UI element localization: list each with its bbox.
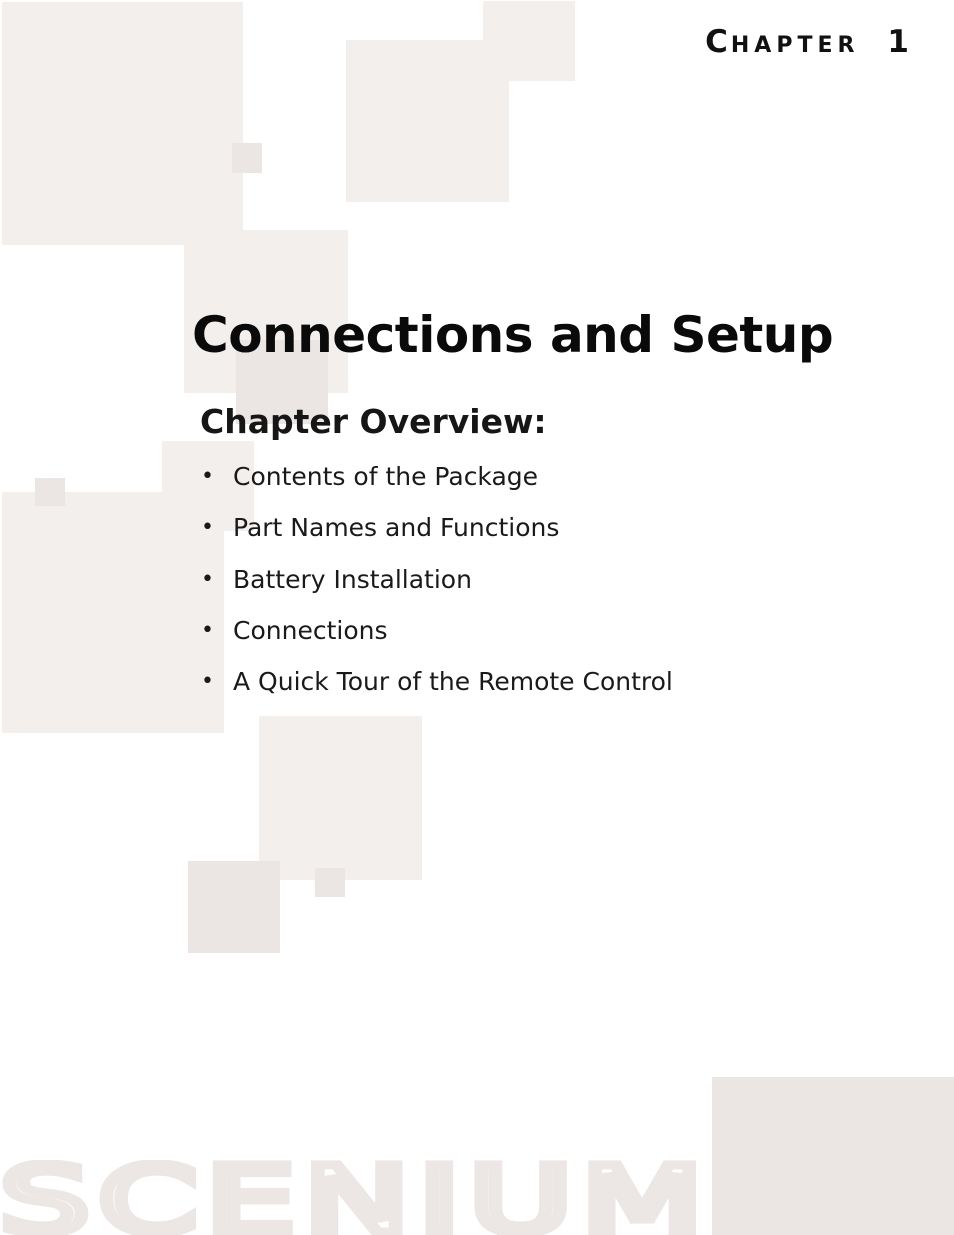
chapter-title: Connections and Setup [192,306,834,364]
brand-logo [0,1160,720,1235]
background-square [2,492,224,733]
overview-list [200,458,673,714]
overview-item-label: Connections [233,615,388,645]
chapter-label [705,24,912,60]
overview-item-label: A Quick Tour of the Remote Control [233,667,673,697]
overview-item-label: Contents of the Package [233,462,539,491]
brand-logo-text: SCENIUM [0,1160,712,1235]
chapter-number: 1 [887,24,912,60]
chapter-label-word: HAPTER [730,33,860,58]
background-square [259,716,422,880]
overview-heading: Chapter Overview: [200,402,547,441]
background-square [483,1,575,81]
overview-item [200,561,673,612]
overview-item [200,612,673,663]
background-square [2,2,243,245]
background-square [712,1077,954,1235]
bullet-icon: • [201,669,214,695]
bullet-icon: • [201,566,214,592]
overview-item-label: Part Names and Functions [233,513,560,543]
overview-item-label: Battery Installation [233,564,472,594]
overview-item [200,663,673,714]
bullet-icon: • [201,515,214,541]
overview-item [200,509,673,560]
background-square [315,868,345,897]
background-square [35,478,65,506]
background-square [232,143,262,173]
bullet-icon: • [201,617,214,643]
background-square [188,861,280,953]
bullet-icon: • [201,464,214,489]
chapter-label-initial: C [705,24,731,60]
overview-item [200,458,673,509]
